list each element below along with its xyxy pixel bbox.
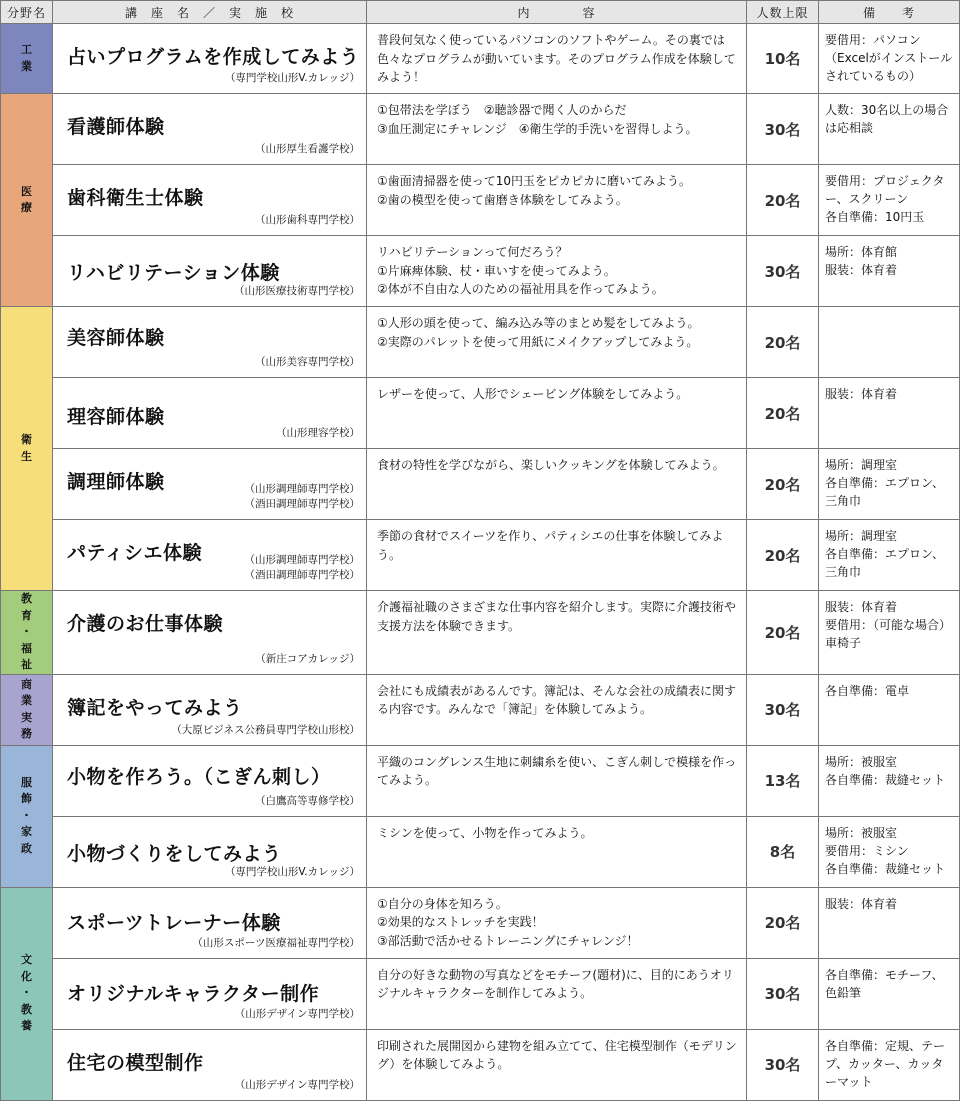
note-line: 要借用：プロジェクター、スクリーン (825, 174, 945, 206)
content-line: 会社にも成績表があるんです。簿記は、そんな会社の成績表に関する内容です。みんなで「簿記」を体験してみよう。 (377, 683, 737, 717)
content-cell (367, 165, 747, 236)
content-line: 介護福祉職のさまざまな仕事内容を紹介します。実際に介護技術や支援方法を体験できます。 (377, 600, 737, 633)
content-cell (367, 520, 747, 591)
course-name: 住宅の模型制作 (67, 1051, 204, 1074)
note-line: 各自準備：定規、テープ、カッター、カッターマット (825, 1038, 946, 1089)
school-name (235, 1078, 360, 1094)
table-row (1, 449, 960, 520)
table-row (1, 1029, 960, 1100)
content-line: 食材の特性を学びながら、楽しいクッキングを体験してみよう。 (377, 458, 725, 472)
capacity-cell: 20名 (747, 591, 819, 675)
notes-cell (819, 816, 960, 887)
school-line: （山形厚生看護学校） (255, 143, 360, 156)
content-line: ①歯面清掃器を使って10円玉をピカピカに磨いてみよう。 (377, 174, 692, 188)
capacity-cell: 30名 (747, 236, 819, 307)
course-cell (53, 94, 367, 165)
category-label: 文 化 ・ 教 養 (21, 953, 32, 1033)
content-line: ③部活動で活かせるトレーニングにチャレンジ！ (377, 933, 639, 948)
content-line: 印刷された展開図から建物を組み立てて、住宅模型制作（モデリング）を体験してみよう。 (377, 1038, 737, 1072)
school-line: （山形歯科専門学校） (255, 214, 360, 227)
note-line: 人数：30名以上の場合は応相談 (825, 103, 949, 135)
notes-cell (819, 378, 960, 449)
capacity-cell: 30名 (747, 94, 819, 165)
capacity-cell: 20名 (747, 887, 819, 958)
capacity-cell: 20名 (747, 165, 819, 236)
note-line: 各自準備：裁縫セット (825, 861, 946, 876)
notes-cell (819, 674, 960, 745)
category-label: 衛 生 (21, 433, 32, 463)
school-line: （山形デザイン専門学校） (234, 1078, 360, 1091)
school-name (255, 213, 360, 229)
school-line: （専門学校山形V.カレッジ） (224, 865, 360, 878)
course-name: 簿記をやってみよう (67, 696, 243, 719)
course-name: 占いプログラムを作成してみよう (67, 46, 360, 68)
table-row (1, 165, 960, 236)
content-cell (367, 307, 747, 378)
course-name: 看護師体験 (67, 116, 165, 138)
note-line: 場所：調理室 (825, 529, 898, 543)
notes-cell (819, 745, 960, 816)
course-name: リハビリテーション体験 (67, 262, 280, 284)
header-content: 内 容 (367, 1, 747, 24)
school-name (192, 936, 360, 952)
category-label: 教 育 ・ 福 祉 (21, 592, 32, 671)
course-cell (53, 1029, 367, 1100)
note-line: 場所：調理室 (825, 458, 898, 472)
category-label: 医 療 (21, 184, 32, 214)
school-name (255, 355, 360, 371)
header-row (1, 1, 960, 24)
course-name: 介護のお仕事体験 (67, 613, 224, 635)
header-course-school: 講 座 名 ／ 実 施 校 (53, 1, 367, 24)
school-name (276, 426, 360, 442)
content-cell (367, 94, 747, 165)
content-cell (367, 887, 747, 958)
school-name (171, 723, 360, 739)
note-line: 服装：体育着 (825, 896, 898, 911)
course-name: 小物を作ろう。（こぎん刺し） (67, 765, 331, 788)
category-cell (1, 591, 53, 675)
table-row (1, 958, 960, 1029)
course-cell (53, 674, 367, 745)
note-line: 各自準備：裁縫セット (825, 772, 946, 787)
course-cell (53, 958, 367, 1029)
header-capacity: 人数上限 (747, 1, 819, 24)
notes-cell (819, 887, 960, 958)
course-cell (53, 236, 367, 307)
content-line: ①包帯法を学ぼう ②聴診器で聞く人のからだ (377, 103, 627, 117)
content-line: ②歯の模型を使って歯磨き体験をしてみよう。 (377, 192, 628, 207)
school-line: （山形調理師専門学校） (244, 553, 360, 566)
course-name: 調理師体験 (67, 471, 165, 493)
course-cell (53, 378, 367, 449)
category-cell (1, 24, 53, 94)
school-line: （新庄コアカレッジ） (255, 652, 360, 665)
content-line: 平織のコングレンス生地に刺繍糸を使い、こぎん刺しで模様を作ってみよう。 (377, 754, 737, 788)
content-cell (367, 24, 747, 94)
course-name: 理容師体験 (67, 406, 165, 428)
school-name (235, 1007, 360, 1023)
table-row (1, 745, 960, 816)
capacity-cell: 8名 (747, 816, 819, 887)
note-line: 服装：体育着 (825, 600, 898, 614)
course-cell (53, 745, 367, 816)
course-cell (53, 520, 367, 591)
note-line: 場所：被服室 (825, 825, 898, 840)
school-line: （山形美容専門学校） (255, 356, 360, 369)
category-cell (1, 94, 53, 307)
course-cell (53, 24, 367, 94)
table-body (1, 24, 960, 1101)
note-line: 場所：体育館 (825, 245, 898, 259)
category-cell (1, 307, 53, 591)
course-cell (53, 165, 367, 236)
capacity-cell: 30名 (747, 958, 819, 1029)
school-line: （酒田調理師専門学校） (244, 569, 360, 582)
notes-cell (819, 236, 960, 307)
content-cell (367, 1029, 747, 1100)
capacity-cell: 13名 (747, 745, 819, 816)
table-row (1, 674, 960, 745)
note-line: 各自準備：電卓 (825, 683, 910, 698)
table-row (1, 24, 960, 94)
school-line: （大原ビジネス公務員専門学校山形校） (171, 723, 360, 736)
category-cell (1, 674, 53, 745)
content-cell (367, 378, 747, 449)
notes-cell (819, 520, 960, 591)
table-row (1, 236, 960, 307)
table-row (1, 816, 960, 887)
school-name (225, 71, 360, 87)
note-line: 要借用：（可能な場合）車椅子 (825, 618, 952, 650)
school-line: （山形医療技術専門学校） (234, 285, 360, 298)
table-row (1, 887, 960, 958)
capacity-cell: 10名 (747, 24, 819, 94)
content-line: ミシンを使って、小物を作ってみよう。 (377, 825, 593, 840)
school-line: （酒田調理師専門学校） (244, 498, 360, 511)
notes-cell (819, 165, 960, 236)
notes-cell (819, 958, 960, 1029)
note-line: 服装：体育着 (825, 263, 898, 277)
school-line: （山形デザイン専門学校） (234, 1007, 360, 1020)
note-line: 各自準備：モチーフ、色鉛筆 (825, 967, 944, 1000)
content-line: ③血圧測定にチャレンジ ④衛生学的手洗いを習得しよう。 (377, 121, 698, 136)
course-cell (53, 816, 367, 887)
course-cell (53, 887, 367, 958)
content-cell (367, 591, 747, 675)
note-line: 各自準備：エプロン、三角巾 (825, 547, 945, 579)
school-name (255, 794, 360, 810)
notes-cell (819, 1029, 960, 1100)
course-name: 小物づくりをしてみよう (67, 842, 282, 865)
content-line: ①人形の頭を使って、編み込み等のまとめ髪をしてみよう。 (377, 316, 700, 330)
content-line: リハビリテーションって何だろう？ (377, 245, 568, 259)
content-line: レザーを使って、人形でシェービング体験をしてみよう。 (377, 387, 689, 401)
school-name (255, 142, 360, 158)
content-cell (367, 816, 747, 887)
category-label: 商 業 実 務 (21, 677, 32, 740)
note-line: 要借用：ミシン (825, 843, 909, 858)
course-name: 歯科衛生士体験 (67, 187, 204, 209)
content-cell (367, 449, 747, 520)
notes-cell (819, 449, 960, 520)
capacity-cell: 20名 (747, 520, 819, 591)
header-notes: 備 考 (819, 1, 960, 24)
school-name (245, 482, 361, 514)
notes-cell (819, 307, 960, 378)
category-cell (1, 887, 53, 1100)
note-line: 場所：被服室 (825, 754, 898, 769)
school-name (225, 865, 360, 881)
school-line: （白鷹高等専修学校） (255, 794, 360, 807)
content-line: ①自分の身体を知ろう。 (377, 896, 508, 911)
course-cell (53, 307, 367, 378)
content-line: 季節の食材でスイーツを作り、パティシエの仕事を体験してみよう。 (377, 529, 724, 562)
content-line: 自分の好きな動物の写真などをモチーフ(題材)に、目的にあうオリジナルキャラクターを制作してみよう。 (377, 967, 734, 1001)
school-name (255, 652, 360, 668)
content-cell (367, 958, 747, 1029)
header-category: 分野名 (1, 1, 53, 24)
capacity-cell: 20名 (747, 307, 819, 378)
content-cell (367, 236, 747, 307)
course-name: 美容師体験 (67, 327, 165, 349)
category-cell (1, 745, 53, 887)
capacity-cell: 30名 (747, 1029, 819, 1100)
note-line: 各自準備：エプロン、三角巾 (825, 476, 945, 508)
content-line: ②効果的なストレッチを実践！ (377, 915, 544, 930)
course-name: オリジナルキャラクター制作 (67, 982, 320, 1005)
table-row (1, 94, 960, 165)
school-line: （山形理容学校） (276, 427, 360, 440)
category-label: 服 飾 ・ 家 政 (21, 775, 32, 855)
table-row (1, 378, 960, 449)
notes-cell (819, 591, 960, 675)
course-name: パティシエ体験 (67, 542, 202, 564)
course-name: スポーツトレーナー体験 (67, 911, 281, 934)
notes-cell (819, 94, 960, 165)
school-line: （専門学校山形V.カレッジ） (224, 72, 360, 85)
content-line: ①片麻痺体験、杖・車いすを使ってみよう。 (377, 263, 616, 278)
school-line: （山形スポーツ医療福祉専門学校） (192, 936, 360, 949)
category-label: 工 業 (21, 43, 32, 73)
school-line: （山形調理師専門学校） (244, 482, 360, 495)
course-cell (53, 449, 367, 520)
course-cell (53, 591, 367, 675)
content-cell (367, 745, 747, 816)
note-line: 各自準備：10円玉 (825, 210, 925, 224)
note-line: 服装：体育着 (825, 387, 898, 401)
school-name (234, 284, 360, 300)
content-cell (367, 674, 747, 745)
notes-cell (819, 24, 960, 94)
table-row (1, 307, 960, 378)
table-row (1, 520, 960, 591)
content-line: 普段何気なく使っているパソコンのソフトやゲーム。その裏では色々なプログラムが動いています。そのプログラム作成を体験してみよう！ (377, 33, 736, 85)
content-line: ②体が不自由な人のための福祉用具を作ってみよう。 (377, 282, 664, 297)
content-line: ②実際のパレットを使って用紙にメイクアップしてみよう。 (377, 334, 699, 349)
school-name (245, 553, 361, 585)
capacity-cell: 20名 (747, 378, 819, 449)
capacity-cell: 30名 (747, 674, 819, 745)
note-line: 要借用：パソコン（Excelがインストールされているもの） (825, 33, 953, 83)
table-row (1, 591, 960, 675)
capacity-cell: 20名 (747, 449, 819, 520)
